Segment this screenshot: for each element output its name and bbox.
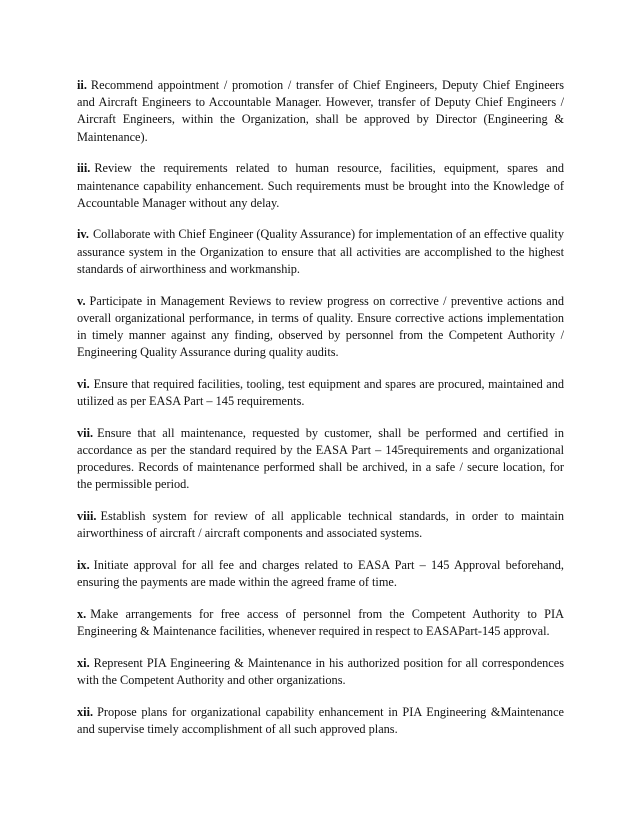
item-text: Participate in Management Reviews to review progress on corrective / preventive actions and overall organizational performance, in terms of quality. Ensure corrective actions implementation in timely manner against any finding, observed by personnel from the Competent Authority / Engineering Quality Assurance during quality audits. (77, 293, 564, 360)
item-number: iii. (77, 161, 91, 176)
list-item (77, 704, 564, 738)
item-text: Initiate approval for all fee and charges related to EASA Part – 145 Approval beforehand, ensuring the payments are made within the agreed frame of time. (77, 557, 564, 590)
list-item (77, 376, 564, 410)
item-text: Collaborate with Chief Engineer (Quality Assurance) for implementation of an effective quality assurance system in the Organization to ensure that all activities are accomplished to the highest standards of airworthiness and workmanship. (77, 227, 564, 276)
item-number: iv. (77, 227, 89, 242)
list-item (77, 508, 564, 542)
list-item (77, 655, 564, 689)
list-item (77, 606, 564, 640)
list-item (77, 160, 564, 212)
item-text: Establish system for review of all applicable technical standards, in order to maintain airworthiness of aircraft / aircraft components and associated systems. (77, 509, 564, 541)
item-number: viii. (77, 509, 97, 524)
item-number: ii. (77, 78, 87, 92)
list-item (77, 293, 564, 362)
item-text: Represent PIA Engineering & Maintenance in his authorized position for all correspondences with the Competent Authority and other organizations. (77, 655, 564, 687)
list-item (77, 77, 564, 146)
item-text: Ensure that all maintenance, requested by customer, shall be performed and certified in accordance as per the standard required by the EASA Part – 145requirements and organizational procedures. Records of maintenance performed shall be archived, in a safe / secure location, for the permissible period. (77, 425, 564, 492)
item-number: xi. (77, 655, 90, 670)
item-number: vi. (77, 376, 90, 391)
item-text: Make arrangements for free access of personnel from the Competent Authority to PIA Engineering & Maintenance facilities, whenever required in respect to EASAPart-145 approval. (77, 606, 564, 639)
item-number: xii. (77, 704, 94, 719)
item-text: Propose plans for organizational capability enhancement in PIA Engineering &Maintenance and supervise timely accomplishment of all such approved plans. (77, 704, 564, 736)
item-number: ix. (77, 557, 90, 572)
list-item (77, 226, 564, 278)
item-number: x. (77, 606, 87, 621)
item-text: Review the requirements related to human resource, facilities, equipment, spares and maintenance capability enhancement. Such requirements must be brought into the Knowledge of Accountable Manager without any delay. (77, 161, 564, 210)
item-text: Recommend appointment / promotion / transfer of Chief Engineers, Deputy Chief Engineers and Aircraft Engineers to Accountable Manager. However, transfer of Deputy Chief Engineers / Aircraft Engineers, within the Organization, shall be approved by Director (Engineering & Maintenance). (77, 78, 564, 144)
list-item (77, 425, 564, 494)
item-text: Ensure that required facilities, tooling, test equipment and spares are procured, maintained and utilized as per EASA Part – 145 requirements. (77, 376, 564, 409)
item-number: vii. (77, 425, 94, 440)
item-number: v. (77, 293, 86, 308)
list-item (77, 557, 564, 591)
responsibilities-list (77, 77, 564, 753)
